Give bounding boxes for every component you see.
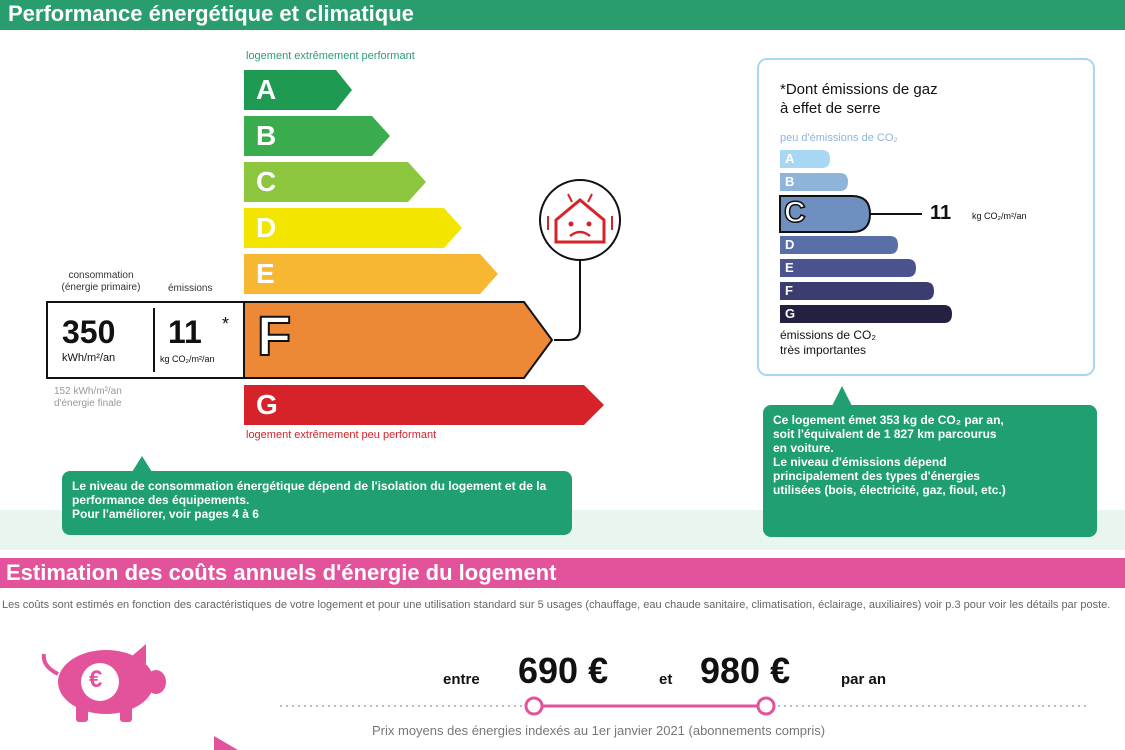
emissions-star: *	[222, 314, 230, 334]
piggy-euro-symbol: €	[89, 666, 103, 693]
emissions-label: émissions	[168, 283, 213, 294]
final-energy-label: d'énergie finale	[54, 398, 122, 409]
climate-bar-g	[780, 305, 952, 323]
climate-bar-e	[780, 259, 916, 277]
climate-callout-pointer	[830, 384, 854, 406]
consumption-label: consommation (énergie primaire)	[61, 270, 141, 293]
piggy-bank-icon	[38, 640, 168, 722]
energy-letter-c: C	[256, 166, 277, 197]
climate-value: 11	[930, 202, 952, 224]
costs-description: Les coûts sont estimés en fonction des caractéristiques de votre logement et pour une utilisation standard sur 5 usages (chauffage, eau chaude sanitaire, climatisation, éclairage, auxiliaires) voir p.3 pour voir les détails par poste.	[2, 599, 1111, 611]
energy-bar-d	[244, 208, 462, 248]
cost-high: 980 €	[700, 650, 791, 691]
energy-performance-title: Performance énergétique et climatique	[8, 1, 414, 26]
climate-letter-d: D	[785, 237, 795, 252]
climate-title: *Dont émissions de gaz à effet de serre	[780, 81, 938, 117]
energy-bar-e	[244, 254, 498, 294]
energy-performance-header	[0, 0, 1125, 30]
consumption-unit: kWh/m²/an	[62, 352, 116, 364]
climate-letter-a: A	[785, 151, 795, 166]
climate-bottom-label: émissions de CO₂ très importantes	[780, 328, 877, 357]
energy-letter-a: A	[256, 74, 277, 105]
climate-callout-text-2: Le niveau d'émissions dépend principalement des types d'énergies utilisées (bois, électricité, gaz, fioul, etc.)	[773, 455, 1006, 497]
climate-top-label: peu d'émissions de CO₂	[780, 132, 898, 144]
energy-callout-pointer	[130, 454, 154, 472]
energy-letter-e: E	[256, 258, 275, 289]
prices-note: Prix moyens des énergies indexés au 1er janvier 2021 (abonnements compris)	[372, 723, 826, 738]
climate-letter-f: F	[785, 283, 793, 298]
emissions-value: 11	[168, 314, 202, 350]
cost-and: et	[659, 671, 673, 688]
climate-letter-b: B	[785, 174, 795, 189]
cost-between: entre	[443, 671, 480, 688]
energy-callout: Le niveau de consommation énergétique dépend de l'isolation du logement et de la performance des équipements. Pour l'améliorer, voir pages 4 à 6	[62, 471, 572, 535]
energy-top-label: logement extrêmement performant	[246, 50, 415, 62]
climate-scale	[778, 148, 978, 328]
final-energy-value: 152 kWh/m²/an	[54, 386, 122, 397]
climate-bar-f	[780, 282, 934, 300]
climate-letter-g: G	[785, 306, 796, 321]
active-class-row	[46, 300, 556, 382]
energy-bottom-label: logement extrêmement peu performant	[246, 429, 437, 441]
climate-letter-e: E	[785, 260, 794, 275]
section-arrow-icon	[214, 736, 238, 750]
cost-per-year: par an	[841, 671, 887, 688]
energy-bar-g	[244, 385, 604, 425]
climate-bar-d	[780, 236, 898, 254]
energy-letter-f: F	[257, 304, 292, 367]
climate-unit: kg CO₂/m²/an	[972, 211, 1027, 221]
costs-header	[0, 558, 1125, 588]
climate-callout-text-1: Ce logement émet 353 kg de CO₂ par an, soit l'équivalent de 1 827 km parcourus en voiture.	[773, 413, 1004, 455]
sad-house-icon	[520, 178, 640, 348]
costs-title: Estimation des coûts annuels d'énergie du logement	[6, 560, 557, 585]
climate-letter-c: C	[784, 196, 806, 229]
cost-range-line	[280, 696, 1090, 716]
energy-letter-g: G	[256, 389, 278, 420]
energy-letter-d: D	[256, 212, 277, 243]
consumption-value: 350	[62, 314, 116, 350]
cost-low: 690 €	[518, 650, 609, 691]
energy-letter-b: B	[256, 120, 277, 151]
climate-callout	[763, 405, 1097, 537]
emissions-unit: kg CO₂/m²/an	[160, 354, 215, 364]
